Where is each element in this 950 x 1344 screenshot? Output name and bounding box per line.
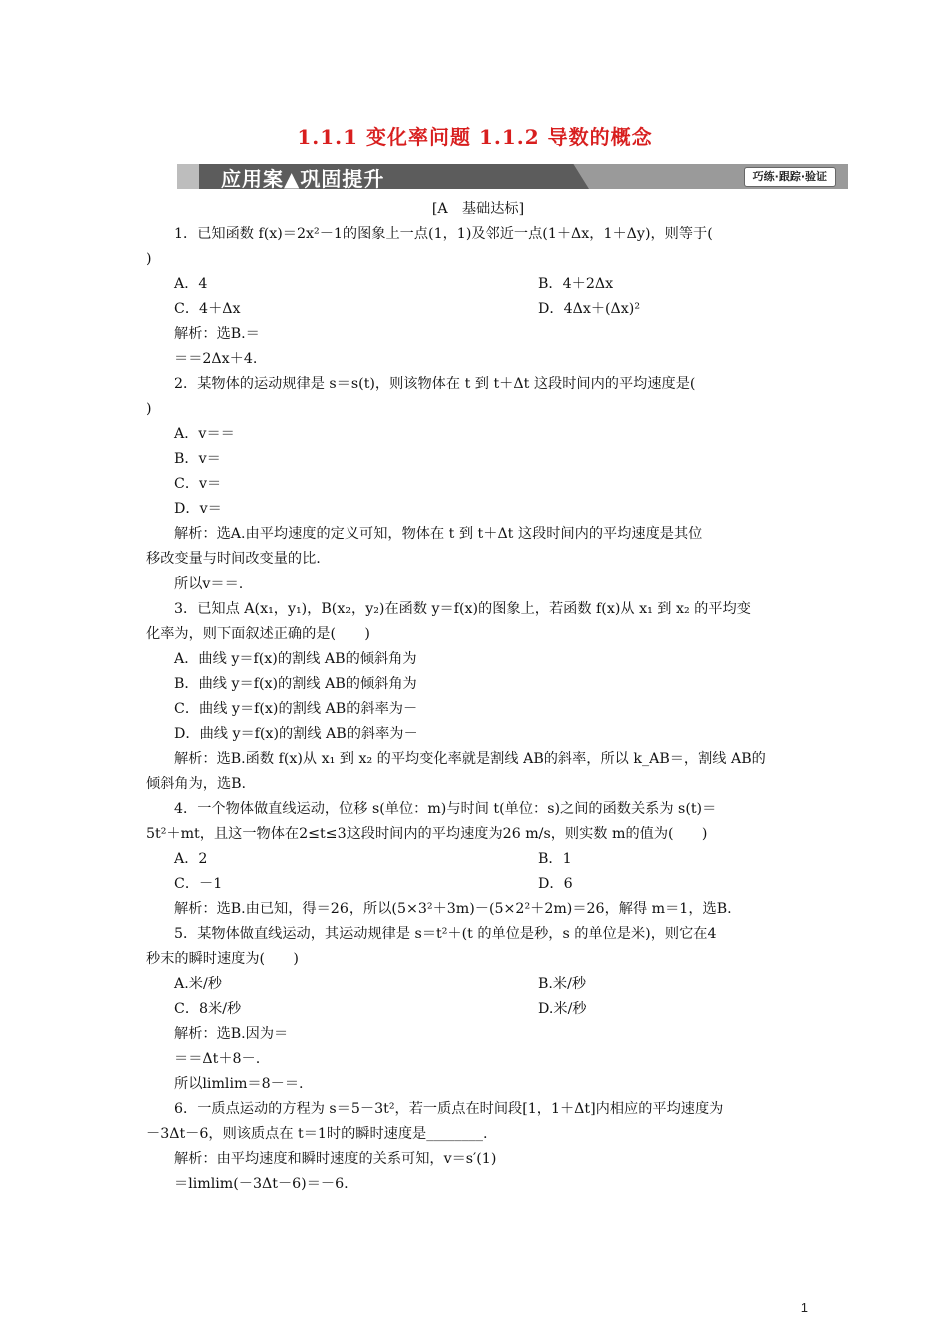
question-4-cont: 5t²＋mt，且这一物体在2≤t≤3这段时间内的平均速度为26 m/s，则实数 m的值为( ) [146, 826, 708, 842]
solution-line: 所以limlim＝8－＝. [174, 1076, 304, 1092]
option-b: B．4＋2Δx [538, 276, 614, 292]
banner-lead-block [177, 164, 199, 189]
options-row [146, 972, 810, 997]
solution-line: ＝＝2Δx＋4. [174, 351, 258, 367]
banner-title: 应用案▲巩固提升 [221, 167, 385, 191]
option-a: A.米/秒 [174, 976, 222, 992]
question-2: 2．某物体的运动规律是 s＝s(t)，则该物体在 t 到 t＋Δt 这段时间内的平均速度是( [174, 376, 696, 392]
question-3-cont: 化率为，则下面叙述正确的是( ) [146, 626, 370, 642]
page-number: 1 [800, 1300, 808, 1315]
option-c: C．8米/秒 [174, 1001, 242, 1017]
option-d: D．4Δx＋(Δx)² [538, 301, 641, 317]
solution-line: 解析：选B.＝ [174, 326, 260, 342]
option-c: C．v＝ [174, 476, 222, 492]
solution-line: 解析：选B.函数 f(x)从 x₁ 到 x₂ 的平均变化率就是割线 AB的斜率，所以 k_AB＝，割线 AB的 [174, 751, 766, 767]
question-2-cont: ) [146, 401, 152, 417]
options-row [146, 272, 810, 297]
question-1: 1．已知函数 f(x)＝2x²－1的图象上一点(1，1)及邻近一点(1＋Δx，1＋Δy)，则等于( [174, 226, 713, 242]
solution-line: 所以v＝＝. [174, 576, 244, 592]
options-row [146, 997, 810, 1022]
option-c: C．－1 [174, 876, 223, 892]
document-body [146, 197, 810, 1197]
options-row [146, 872, 810, 897]
question-5: 5．某物体做直线运动，其运动规律是 s＝t²＋(t 的单位是秒，s 的单位是米)，则它在4 [174, 926, 717, 942]
question-3: 3．已知点 A(x₁，y₁)，B(x₂，y₂)在函数 y＝f(x)的图象上，若函数 f(x)从 x₁ 到 x₂ 的平均变 [174, 601, 751, 617]
option-c: C．4＋Δx [174, 301, 241, 317]
option-c: C．曲线 y＝f(x)的割线 AB的斜率为－ [174, 701, 418, 717]
option-b: B．1 [538, 851, 572, 867]
solution-line: 倾斜角为，选B. [146, 776, 247, 792]
option-d: D.米/秒 [538, 1001, 587, 1017]
solution-line: ＝limlim(－3Δt－6)＝－6. [174, 1176, 349, 1192]
option-a: A．v＝＝ [174, 426, 235, 442]
option-a: A．2 [174, 851, 208, 867]
option-a: A．4 [174, 276, 208, 292]
solution-line: ＝＝Δt＋8－. [174, 1051, 261, 1067]
option-b: B．v＝ [174, 451, 221, 467]
section-label: [A 基础达标] [431, 201, 525, 217]
option-b: B.米/秒 [538, 976, 587, 992]
question-5-cont: 秒末的瞬时速度为( ) [146, 951, 299, 967]
question-6: 6．一质点运动的方程为 s＝5－3t²，若一质点在时间段[1，1＋Δt]内相应的平均速度为 [174, 1101, 724, 1117]
question-6-cont: －3Δt－6，则该质点在 t＝1时的瞬时速度是________. [146, 1126, 488, 1142]
options-row [146, 297, 810, 322]
solution-line: 解析：选A.由平均速度的定义可知，物体在 t 到 t＋Δt 这段时间内的平均速度是其位 [174, 526, 703, 542]
option-b: B．曲线 y＝f(x)的割线 AB的倾斜角为 [174, 676, 417, 692]
option-a: A．曲线 y＝f(x)的割线 AB的倾斜角为 [174, 651, 417, 667]
option-d: D．曲线 y＝f(x)的割线 AB的斜率为－ [174, 726, 418, 742]
banner-tag: 巧练·跟踪·验证 [744, 167, 836, 187]
solution-line: 解析：选B.由已知，得＝26，所以(5×3²＋3m)－(5×2²＋2m)＝26，解得 m＝1，选B. [174, 901, 732, 917]
option-d: D．6 [538, 876, 573, 892]
question-1-cont: ) [146, 251, 152, 267]
page-title: 1.1.1 变化率问题 1.1.2 导数的概念 [297, 125, 653, 149]
solution-line: 解析：选B.因为＝ [174, 1026, 289, 1042]
solution-line: 移改变量与时间改变量的比. [146, 551, 321, 567]
solution-line: 解析：由平均速度和瞬时速度的关系可知，v＝s′(1) [174, 1151, 497, 1167]
question-4: 4．一个物体做直线运动，位移 s(单位：m)与时间 t(单位：s)之间的函数关系为 s(t)＝ [174, 801, 717, 817]
options-row [146, 847, 810, 872]
option-d: D．v＝ [174, 501, 222, 517]
